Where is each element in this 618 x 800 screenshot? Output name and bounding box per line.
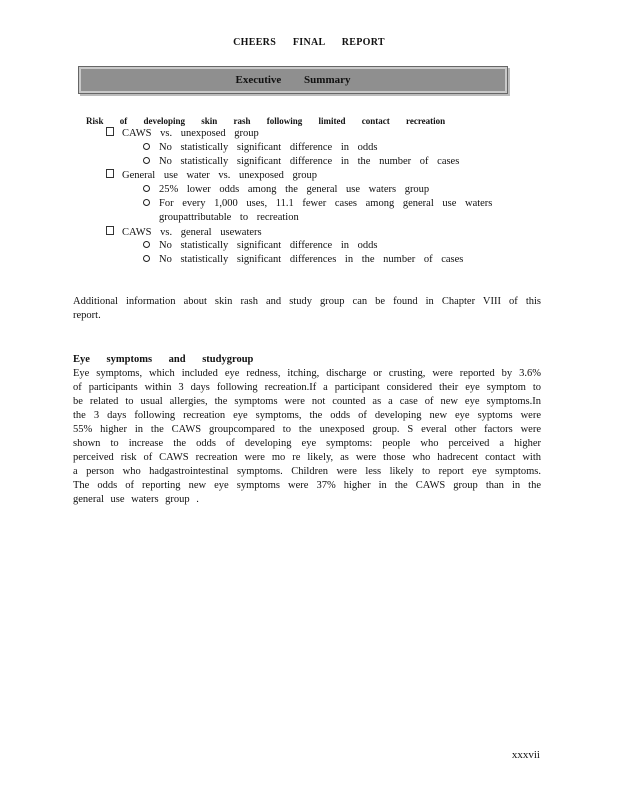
circle-bullet-icon — [143, 253, 150, 267]
sub-bullet-text: No statistically significant difference in odds — [159, 240, 378, 251]
square-bullet-icon — [106, 127, 114, 141]
sub-bullet — [159, 141, 377, 155]
bullet-group-caws-vs-general — [122, 226, 262, 240]
sub-bullet — [159, 253, 463, 267]
sub-bullet-text: No statistically significant differences in the number of cases — [159, 254, 464, 265]
sub-bullet — [159, 197, 492, 211]
circle-bullet-icon — [143, 155, 150, 169]
sub-bullet-text: For every 1,000 uses, 11.1 fewer cases among general use waters — [159, 198, 493, 209]
sub-bullet-text: No statistically significant difference in the number of cases — [159, 156, 460, 167]
sub-bullet — [159, 239, 377, 253]
square-bullet-icon — [106, 169, 114, 183]
eye-symptoms-body: Eye symptoms, which included eye redness, itching, discharge or crusting, were reported by 3.6% of participants within 3 days following recreation.If a participant considered their eye symptom to be related to usual allergies, the symptoms were not counted as a case of new eye symptoms.In the 3 days following recreation eye symptoms, the odds of developing new eye syptoms were 55% higher in the CAWS groupcompared to the unexposed group. S everal other factors were shown to increase the odds of developing eye symptoms: people who perceived a higher perceived risk of CAWS recreation were mo re likely, as were those who hadrecent contact with a person who hadgastrointestinal symptoms. Children were less likely to report eye symptoms. The odds of reporting new eye symptoms were 37% higher in the CAWS group than in the general use waters group . — [73, 368, 541, 505]
executive-summary-banner — [78, 66, 508, 94]
sub-bullet — [159, 183, 429, 197]
banner-title: Executive Summary — [235, 74, 351, 86]
risk-section-title: Risk of developing skin rash following limited contact recreation — [86, 116, 446, 126]
bullet-label: CAWS vs. general usewaters — [122, 227, 262, 238]
sub-bullet-text: 25% lower odds among the general use waters group — [159, 184, 430, 195]
bullet-label: General use water vs. unexposed group — [122, 170, 318, 181]
additional-info-paragraph: Additional information about skin rash and study group can be found in Chapter VIII of this report. — [73, 296, 541, 321]
bullet-group-general-vs-unexposed — [122, 169, 317, 183]
circle-bullet-icon — [143, 141, 150, 155]
circle-bullet-icon — [143, 239, 150, 253]
square-bullet-icon — [106, 226, 114, 240]
circle-bullet-icon — [143, 183, 150, 197]
page-number: xxxvii — [511, 749, 540, 761]
bullet-group-caws-vs-unexposed — [122, 127, 259, 141]
circle-bullet-icon — [143, 197, 150, 211]
bullet-label: CAWS vs. unexposed group — [122, 128, 259, 139]
eye-symptoms-heading: Eye symptoms and studygroup — [73, 354, 254, 365]
sub-bullet — [159, 155, 459, 169]
sub-bullet-continuation: groupattributable to recreation — [159, 212, 299, 223]
report-header: CHEERS FINAL REPORT — [233, 37, 385, 48]
sub-bullet-text: No statistically significant difference in odds — [159, 142, 378, 153]
eye-symptoms-section — [73, 353, 541, 507]
